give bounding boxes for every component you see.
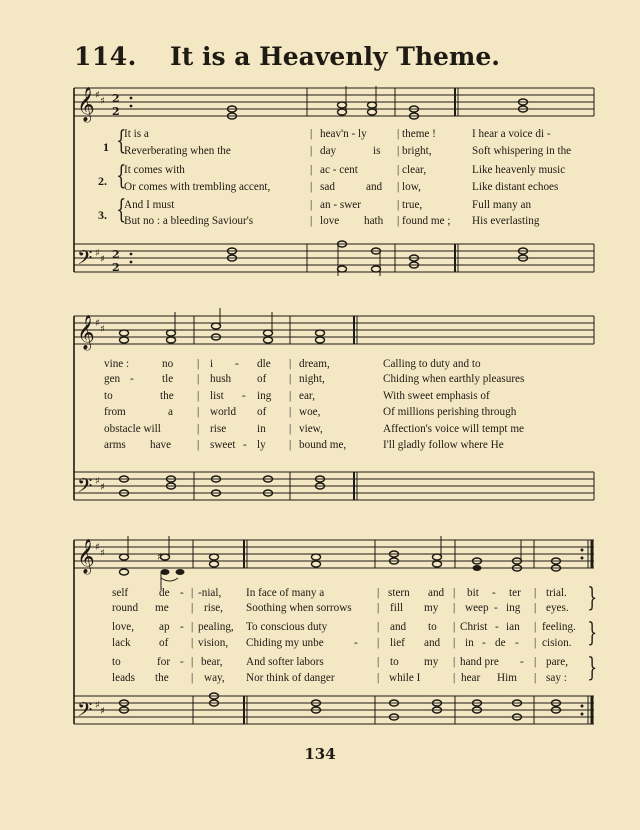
- lyric: Chiding my unbe: [246, 637, 324, 649]
- lyric: dle: [257, 358, 271, 370]
- lyric: ian: [506, 621, 520, 633]
- lyric: to: [112, 656, 121, 668]
- svg-text:𝄢: 𝄢: [77, 474, 93, 502]
- lyric: to: [104, 390, 113, 402]
- lyric: round: [112, 602, 139, 614]
- svg-text:♯: ♯: [100, 96, 105, 107]
- lyric: Affection's voice will tempt me: [383, 423, 524, 435]
- lyric: Like heavenly music: [472, 164, 566, 176]
- lyric: an - swer: [320, 199, 362, 211]
- lyric: -: [130, 373, 134, 385]
- lyric: love: [320, 215, 340, 227]
- svg-text:2: 2: [112, 261, 120, 274]
- lyric: | true,: [397, 199, 423, 211]
- verse-brace-right-2: }: [587, 618, 598, 648]
- lyric: bit: [467, 587, 479, 599]
- lyric: |: [197, 439, 200, 451]
- lyric: Of millions perishing through: [383, 406, 517, 418]
- lyric: self: [112, 587, 129, 599]
- svg-text:2: 2: [112, 248, 120, 261]
- lyric: |: [191, 621, 194, 633]
- lyric: |: [534, 672, 537, 684]
- svg-text:♯: ♯: [100, 482, 105, 493]
- lyric: -: [242, 390, 246, 402]
- lyric: i: [210, 358, 214, 370]
- lyric: Reverberating when the: [124, 145, 231, 157]
- svg-text:♯: ♯: [95, 318, 100, 329]
- lyric: |: [453, 656, 456, 668]
- lyric: list: [210, 390, 224, 402]
- lyric: have: [150, 439, 172, 451]
- lyric: Soothing when sorrows: [246, 602, 352, 614]
- lyric: a: [168, 406, 173, 418]
- lyric: from: [104, 406, 126, 418]
- verse-brace-1: {: [116, 126, 127, 156]
- lyric: |: [534, 621, 537, 633]
- lyric: |: [453, 637, 456, 649]
- lyric: and: [366, 181, 383, 193]
- lyric: |: [534, 602, 537, 614]
- lyric: |: [377, 637, 380, 649]
- lyric: |: [289, 439, 292, 451]
- lyric: my: [424, 656, 439, 668]
- lyric: cision.: [542, 637, 572, 649]
- lyric: -: [354, 637, 358, 649]
- svg-text:2: 2: [112, 105, 120, 118]
- lyric: is: [373, 145, 381, 157]
- lyric: And softer labors: [246, 656, 324, 668]
- lyric: |: [534, 656, 537, 668]
- lyric: Like distant echoes: [472, 181, 559, 193]
- lyric: -: [494, 602, 498, 614]
- lyric: |: [191, 672, 194, 684]
- lyric: hath: [364, 215, 384, 227]
- lyric: vine :: [104, 358, 130, 370]
- lyric: dream,: [299, 358, 330, 370]
- svg-text:♯: ♯: [95, 542, 100, 553]
- lyric: obstacle will: [104, 423, 161, 435]
- lyric: |: [310, 199, 313, 211]
- lyric: |: [310, 215, 313, 227]
- lyric: ter: [509, 587, 521, 599]
- lyric: to: [428, 621, 437, 633]
- lyric: I hear a voice di -: [472, 128, 551, 140]
- lyric: ly: [257, 439, 266, 451]
- lyric: | found me ;: [397, 215, 451, 227]
- lyric: |: [453, 621, 456, 633]
- lyric: |: [377, 621, 380, 633]
- lyric: |: [197, 390, 200, 402]
- lyric: |: [197, 358, 200, 370]
- lyric: -: [515, 637, 519, 649]
- hymn-title: It is a Heavenly Theme.: [170, 42, 500, 71]
- lyric: feeling.: [542, 621, 576, 633]
- lyric: night,: [299, 373, 325, 385]
- lyric: of: [257, 406, 267, 418]
- lyric: Christ: [460, 621, 488, 633]
- lyric: To conscious duty: [246, 621, 328, 633]
- lyric: sad: [320, 181, 335, 193]
- lyric: |: [453, 587, 456, 599]
- lyric: I'll gladly follow where He: [383, 439, 504, 451]
- svg-text:♯: ♯: [100, 706, 105, 717]
- lyric: |: [191, 587, 194, 599]
- lyric: Him: [497, 672, 517, 684]
- lyric: It comes with: [124, 164, 185, 176]
- lyric: |: [534, 587, 537, 599]
- lyric: and: [424, 637, 441, 649]
- lyric: | low,: [397, 181, 421, 193]
- svg-text:2: 2: [112, 92, 120, 105]
- verse-brace-right-1: }: [587, 583, 598, 613]
- verse-brace-2: {: [116, 161, 127, 191]
- lyric: |: [310, 145, 313, 157]
- lyric: trial.: [546, 587, 567, 599]
- svg-text:♯: ♯: [95, 248, 100, 259]
- verse-brace-right-3: }: [587, 653, 598, 683]
- lyric: in: [465, 637, 474, 649]
- lyric: |: [191, 602, 194, 614]
- lyric: ing: [257, 390, 272, 402]
- lyric: -: [180, 656, 184, 668]
- lyric: pare,: [546, 656, 569, 668]
- lyric: | clear,: [397, 164, 427, 176]
- lyric: |: [377, 587, 380, 599]
- lyric: sweet: [210, 439, 236, 451]
- svg-text:♯: ♯: [100, 324, 105, 335]
- lyric: |: [289, 373, 292, 385]
- lyric: way,: [204, 672, 225, 684]
- lyric: -: [482, 637, 486, 649]
- lyric: |: [191, 656, 194, 668]
- svg-text:𝄞: 𝄞: [77, 539, 95, 574]
- lyric: |: [191, 637, 194, 649]
- lyric: heav'n - ly: [320, 128, 367, 140]
- lyric: ap: [159, 621, 170, 633]
- lyric: bear,: [201, 656, 223, 668]
- lyric: the: [155, 672, 169, 684]
- lyric: In face of many a: [246, 587, 325, 599]
- lyric: gen: [104, 373, 121, 385]
- lyric: |: [197, 406, 200, 418]
- lyric: ear,: [299, 390, 316, 402]
- lyric: |: [289, 423, 292, 435]
- lyric: love,: [112, 621, 135, 633]
- svg-text:𝄢: 𝄢: [77, 246, 93, 274]
- lyric: His everlasting: [472, 215, 540, 227]
- lyric: -: [243, 439, 247, 451]
- lyric: hear: [461, 672, 481, 684]
- lyric: of: [159, 637, 169, 649]
- lyric: and: [390, 621, 407, 633]
- page-number: 134: [304, 745, 336, 763]
- lyric: Soft whispering in the: [472, 145, 572, 157]
- lyric: world: [210, 406, 237, 418]
- lyric: | theme !: [397, 128, 436, 140]
- lyric: ac - cent: [320, 164, 358, 176]
- lyric: de: [159, 587, 170, 599]
- lyric: Or comes with trembling accent,: [124, 181, 271, 193]
- verse-number-3: 3.: [98, 208, 107, 222]
- lyric: |: [453, 602, 456, 614]
- lyric: With sweet emphasis of: [383, 390, 490, 402]
- lyric: eyes.: [546, 602, 569, 614]
- lyric: say :: [546, 672, 567, 684]
- lyric: leads: [112, 672, 135, 684]
- lyric: And I must: [124, 199, 175, 211]
- lyric: -: [180, 621, 184, 633]
- verse-brace-3: {: [116, 195, 127, 225]
- lyric: |: [197, 373, 200, 385]
- lyric: Calling to duty and to: [383, 358, 481, 370]
- svg-text:♯: ♯: [95, 90, 100, 101]
- lyric: It is a: [124, 128, 149, 140]
- lyric: |: [377, 672, 380, 684]
- svg-text:♯: ♯: [95, 476, 100, 487]
- lyric: ing: [506, 602, 521, 614]
- lyric: vision,: [198, 637, 229, 649]
- lyric: -: [492, 587, 496, 599]
- lyric: -: [520, 656, 524, 668]
- lyric: -: [495, 621, 499, 633]
- lyric: Chiding when earthly pleasures: [383, 373, 525, 385]
- svg-text:♯: ♯: [100, 548, 105, 559]
- svg-text:𝄞: 𝄞: [77, 87, 95, 122]
- lyric: |: [289, 406, 292, 418]
- lyric: view,: [299, 423, 323, 435]
- lyric: de: [495, 637, 506, 649]
- svg-text:♯: ♯: [157, 552, 162, 563]
- svg-text:𝄢: 𝄢: [77, 698, 93, 726]
- lyric: Nor think of danger: [246, 672, 335, 684]
- lyric: pealing,: [198, 621, 234, 633]
- svg-text:𝄞: 𝄞: [77, 315, 95, 350]
- lyric: day: [320, 145, 337, 157]
- lyric: But no : a bleeding Saviour's: [124, 215, 254, 227]
- lyric: fill: [390, 602, 404, 614]
- lyric: the: [160, 390, 174, 402]
- lyric: tle: [162, 373, 174, 385]
- lyric: Full many an: [472, 199, 532, 211]
- svg-text:♯: ♯: [95, 700, 100, 711]
- lyric: hush: [210, 373, 232, 385]
- hymn-number: 114.: [74, 42, 137, 71]
- lyric: -: [235, 358, 239, 370]
- lyric: rise,: [204, 602, 223, 614]
- lyric: while I: [389, 672, 421, 684]
- lyric: |: [453, 672, 456, 684]
- lyric: bound me,: [299, 439, 347, 451]
- lyric: stern: [388, 587, 410, 599]
- lyric: and: [428, 587, 445, 599]
- lyric: |: [534, 637, 537, 649]
- lyric: |: [289, 390, 292, 402]
- music-system-1: [0, 80, 640, 280]
- lyric: me: [155, 602, 169, 614]
- lyric: |: [310, 181, 313, 193]
- lyric: -: [180, 587, 184, 599]
- lyric: to: [390, 656, 399, 668]
- lyric: |: [289, 358, 292, 370]
- verse-number-1: 1: [103, 140, 109, 154]
- lyric: |: [377, 602, 380, 614]
- lyric: lack: [112, 637, 131, 649]
- lyric: |: [197, 423, 200, 435]
- lyric: my: [424, 602, 439, 614]
- lyric: in: [257, 423, 266, 435]
- lyric: no: [162, 358, 174, 370]
- lyric: | bright,: [397, 145, 432, 157]
- lyric: -nial,: [198, 587, 222, 599]
- verse-number-2: 2.: [98, 174, 107, 188]
- lyric: |: [377, 656, 380, 668]
- lyric: for: [157, 656, 171, 668]
- lyric: hand pre: [460, 656, 499, 668]
- lyric: lief: [390, 637, 405, 649]
- lyric: |: [310, 128, 313, 140]
- lyric: |: [310, 164, 313, 176]
- lyric: woe,: [299, 406, 321, 418]
- svg-text:♯: ♯: [100, 254, 105, 265]
- lyric: weep: [465, 602, 489, 614]
- lyric: rise: [210, 423, 227, 435]
- lyric: arms: [104, 439, 126, 451]
- lyric: of: [257, 373, 267, 385]
